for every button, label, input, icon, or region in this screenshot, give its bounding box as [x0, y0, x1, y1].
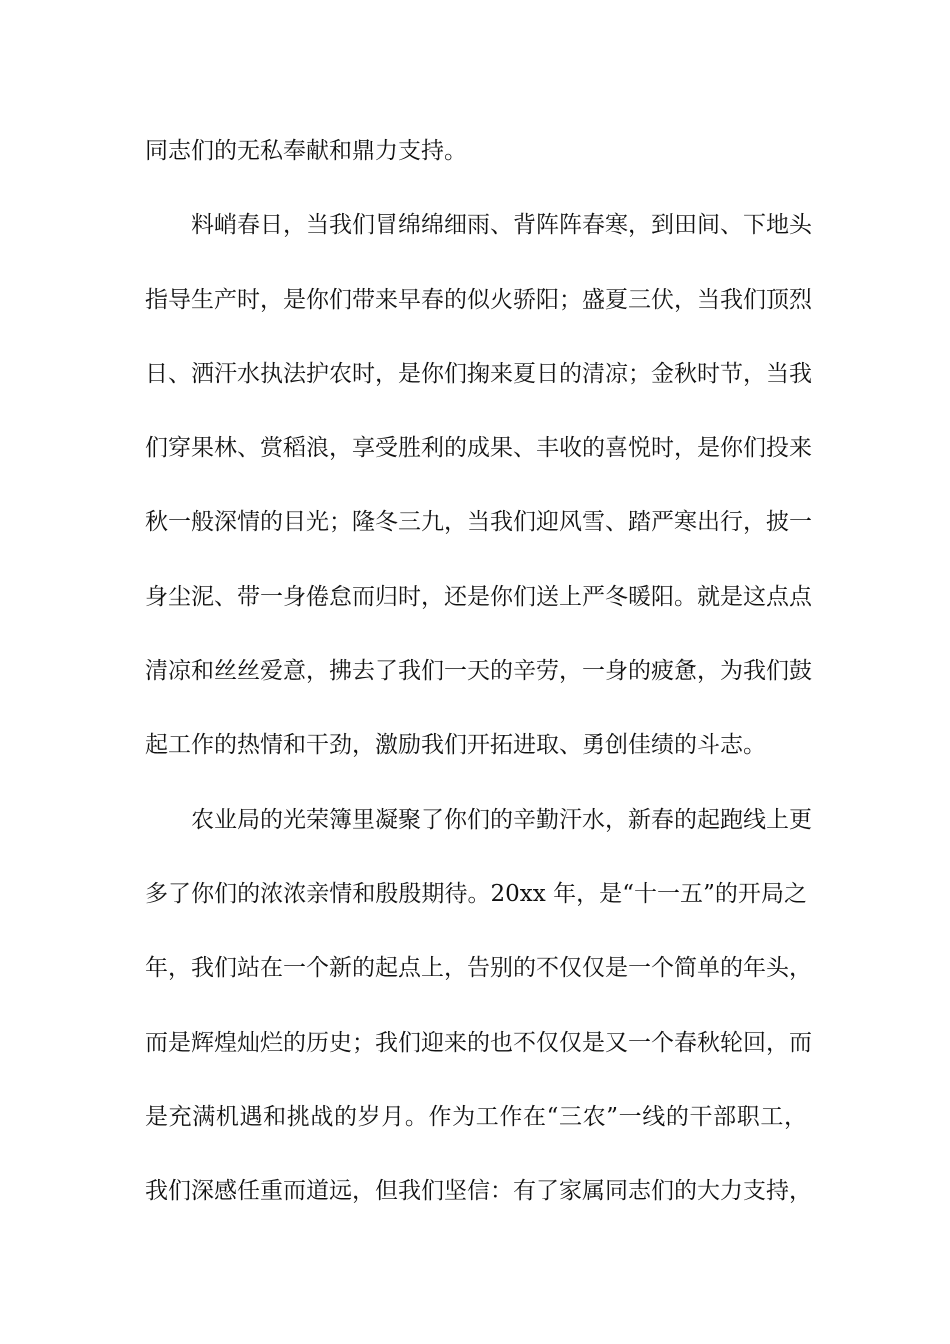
body-text: [145, 128, 812, 1242]
paragraph-first-line: 料峭春日，当我们冒绵绵细雨、背阵阵春寒，到田间、下地头: [191, 212, 812, 239]
text-line: 日、洒汗水执法护农时，是你们掬来夏日的清凉；金秋时节，当我: [145, 360, 812, 387]
text-line: 们穿果林、赏稻浪，享受胜利的成果、丰收的喜悦时，是你们投来: [145, 435, 812, 462]
text-line: 指导生产时，是你们带来早春的似火骄阳；盛夏三伏，当我们顶烈: [145, 286, 812, 313]
paragraph-first-line: 农业局的光荣簿里凝聚了你们的辛勤汗水，新春的起跑线上更: [191, 806, 812, 833]
text-line: 秋一般深情的目光；隆冬三九，当我们迎风雪、踏严寒出行，披一: [145, 509, 812, 536]
text-line: 是充满机遇和挑战的岁月。作为工作在“三农”一线的干部职工，: [145, 1103, 807, 1130]
text-line: 起工作的热情和干劲，激励我们开拓进取、勇创佳绩的斗志。: [145, 732, 766, 759]
text-line: 多了你们的浓浓亲情和殷殷期待。20xx 年，是“十一五”的开局之: [145, 880, 807, 907]
text-line: 我们深感任重而道远，但我们坚信：有了家属同志们的大力支持，: [145, 1178, 812, 1205]
text-line: 同志们的无私奉献和鼎力支持。: [145, 138, 467, 164]
text-line: 身尘泥、带一身倦怠而归时，还是你们送上严冬暖阳。就是这点点: [145, 583, 812, 610]
text-line: 而是辉煌灿烂的历史；我们迎来的也不仅仅是又一个春秋轮回，而: [145, 1029, 812, 1056]
text-line: 年，我们站在一个新的起点上，告别的不仅仅是一个简单的年头，: [145, 955, 812, 982]
text-line: 清凉和丝丝爱意，拂去了我们一天的辛劳，一身的疲惫，为我们鼓: [145, 658, 812, 685]
